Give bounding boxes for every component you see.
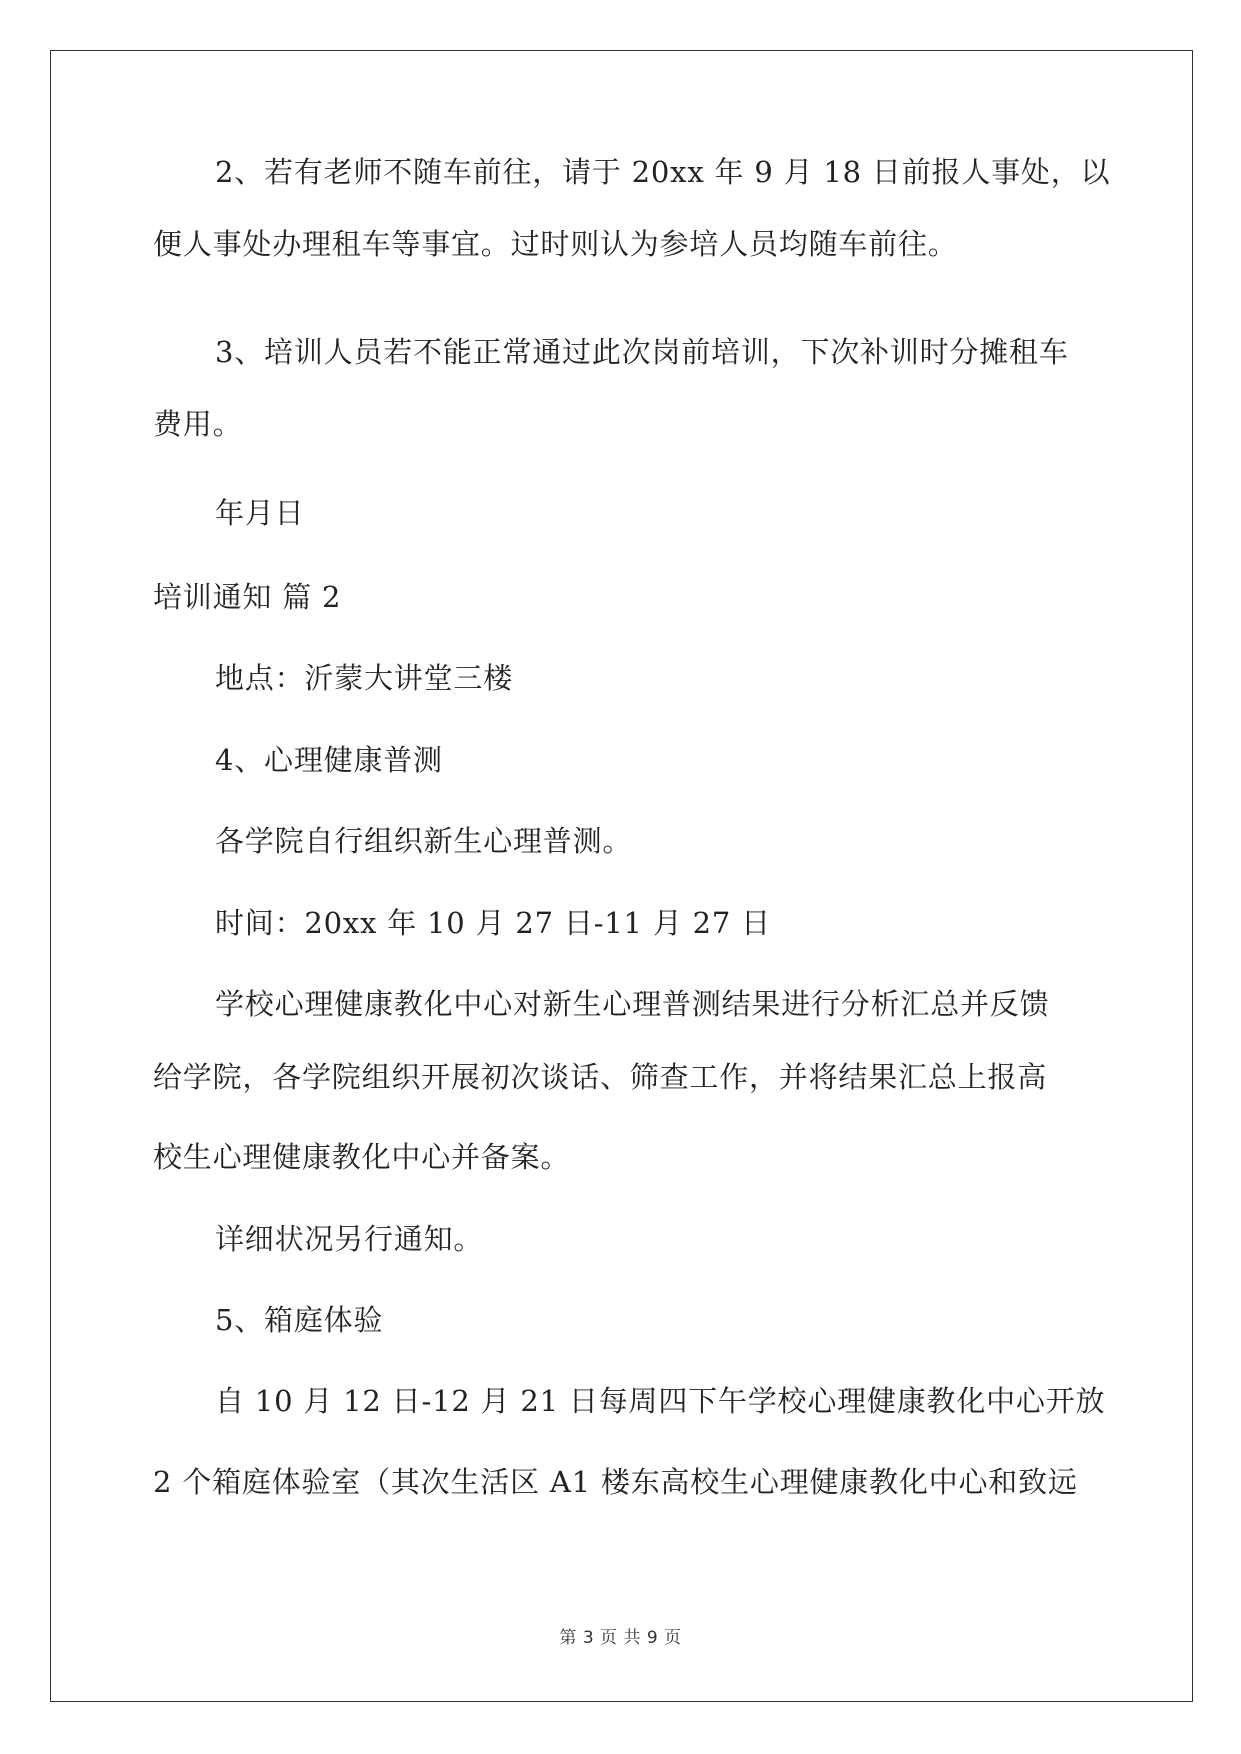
page-border xyxy=(50,50,1193,1702)
paragraph-line: 4、心理健康普测 xyxy=(215,743,443,777)
date-line: 年月日 xyxy=(215,496,305,530)
paragraph-line: 5、箱庭体验 xyxy=(215,1303,384,1337)
paragraph-line: 详细状况另行通知。 xyxy=(215,1222,484,1256)
page-number: 第 3 页 共 9 页 xyxy=(559,1628,682,1648)
paragraph-line: 各学院自行组织新生心理普测。 xyxy=(215,824,633,858)
paragraph-line: 费用。 xyxy=(153,407,243,441)
paragraph-line: 2 个箱庭体验室（其次生活区 A1 楼东高校生心理健康教化中心和致远 xyxy=(153,1465,1078,1499)
paragraph-line: 3、培训人员若不能正常通过此次岗前培训，下次补训时分摊租车 xyxy=(215,335,1069,369)
paragraph-line: 给学院，各学院组织开展初次谈话、筛查工作，并将结果汇总上报高 xyxy=(153,1060,1048,1094)
section-heading: 培训通知 篇 2 xyxy=(153,580,342,614)
paragraph-line: 自 10 月 12 日-12 月 21 日每周四下午学校心理健康教化中心开放 xyxy=(215,1384,1106,1418)
paragraph-line: 便人事处办理租车等事宜。过时则认为参培人员均随车前往。 xyxy=(153,227,958,261)
paragraph-line: 校生心理健康教化中心并备案。 xyxy=(153,1140,571,1174)
paragraph-line: 时间：20xx 年 10 月 27 日-11 月 27 日 xyxy=(215,906,771,940)
paragraph-line: 2、若有老师不随车前往，请于 20xx 年 9 月 18 日前报人事处，以 xyxy=(215,155,1111,189)
paragraph-line: 学校心理健康教化中心对新生心理普测结果进行分析汇总并反馈 xyxy=(215,987,1050,1021)
paragraph-line: 地点：沂蒙大讲堂三楼 xyxy=(215,661,514,695)
